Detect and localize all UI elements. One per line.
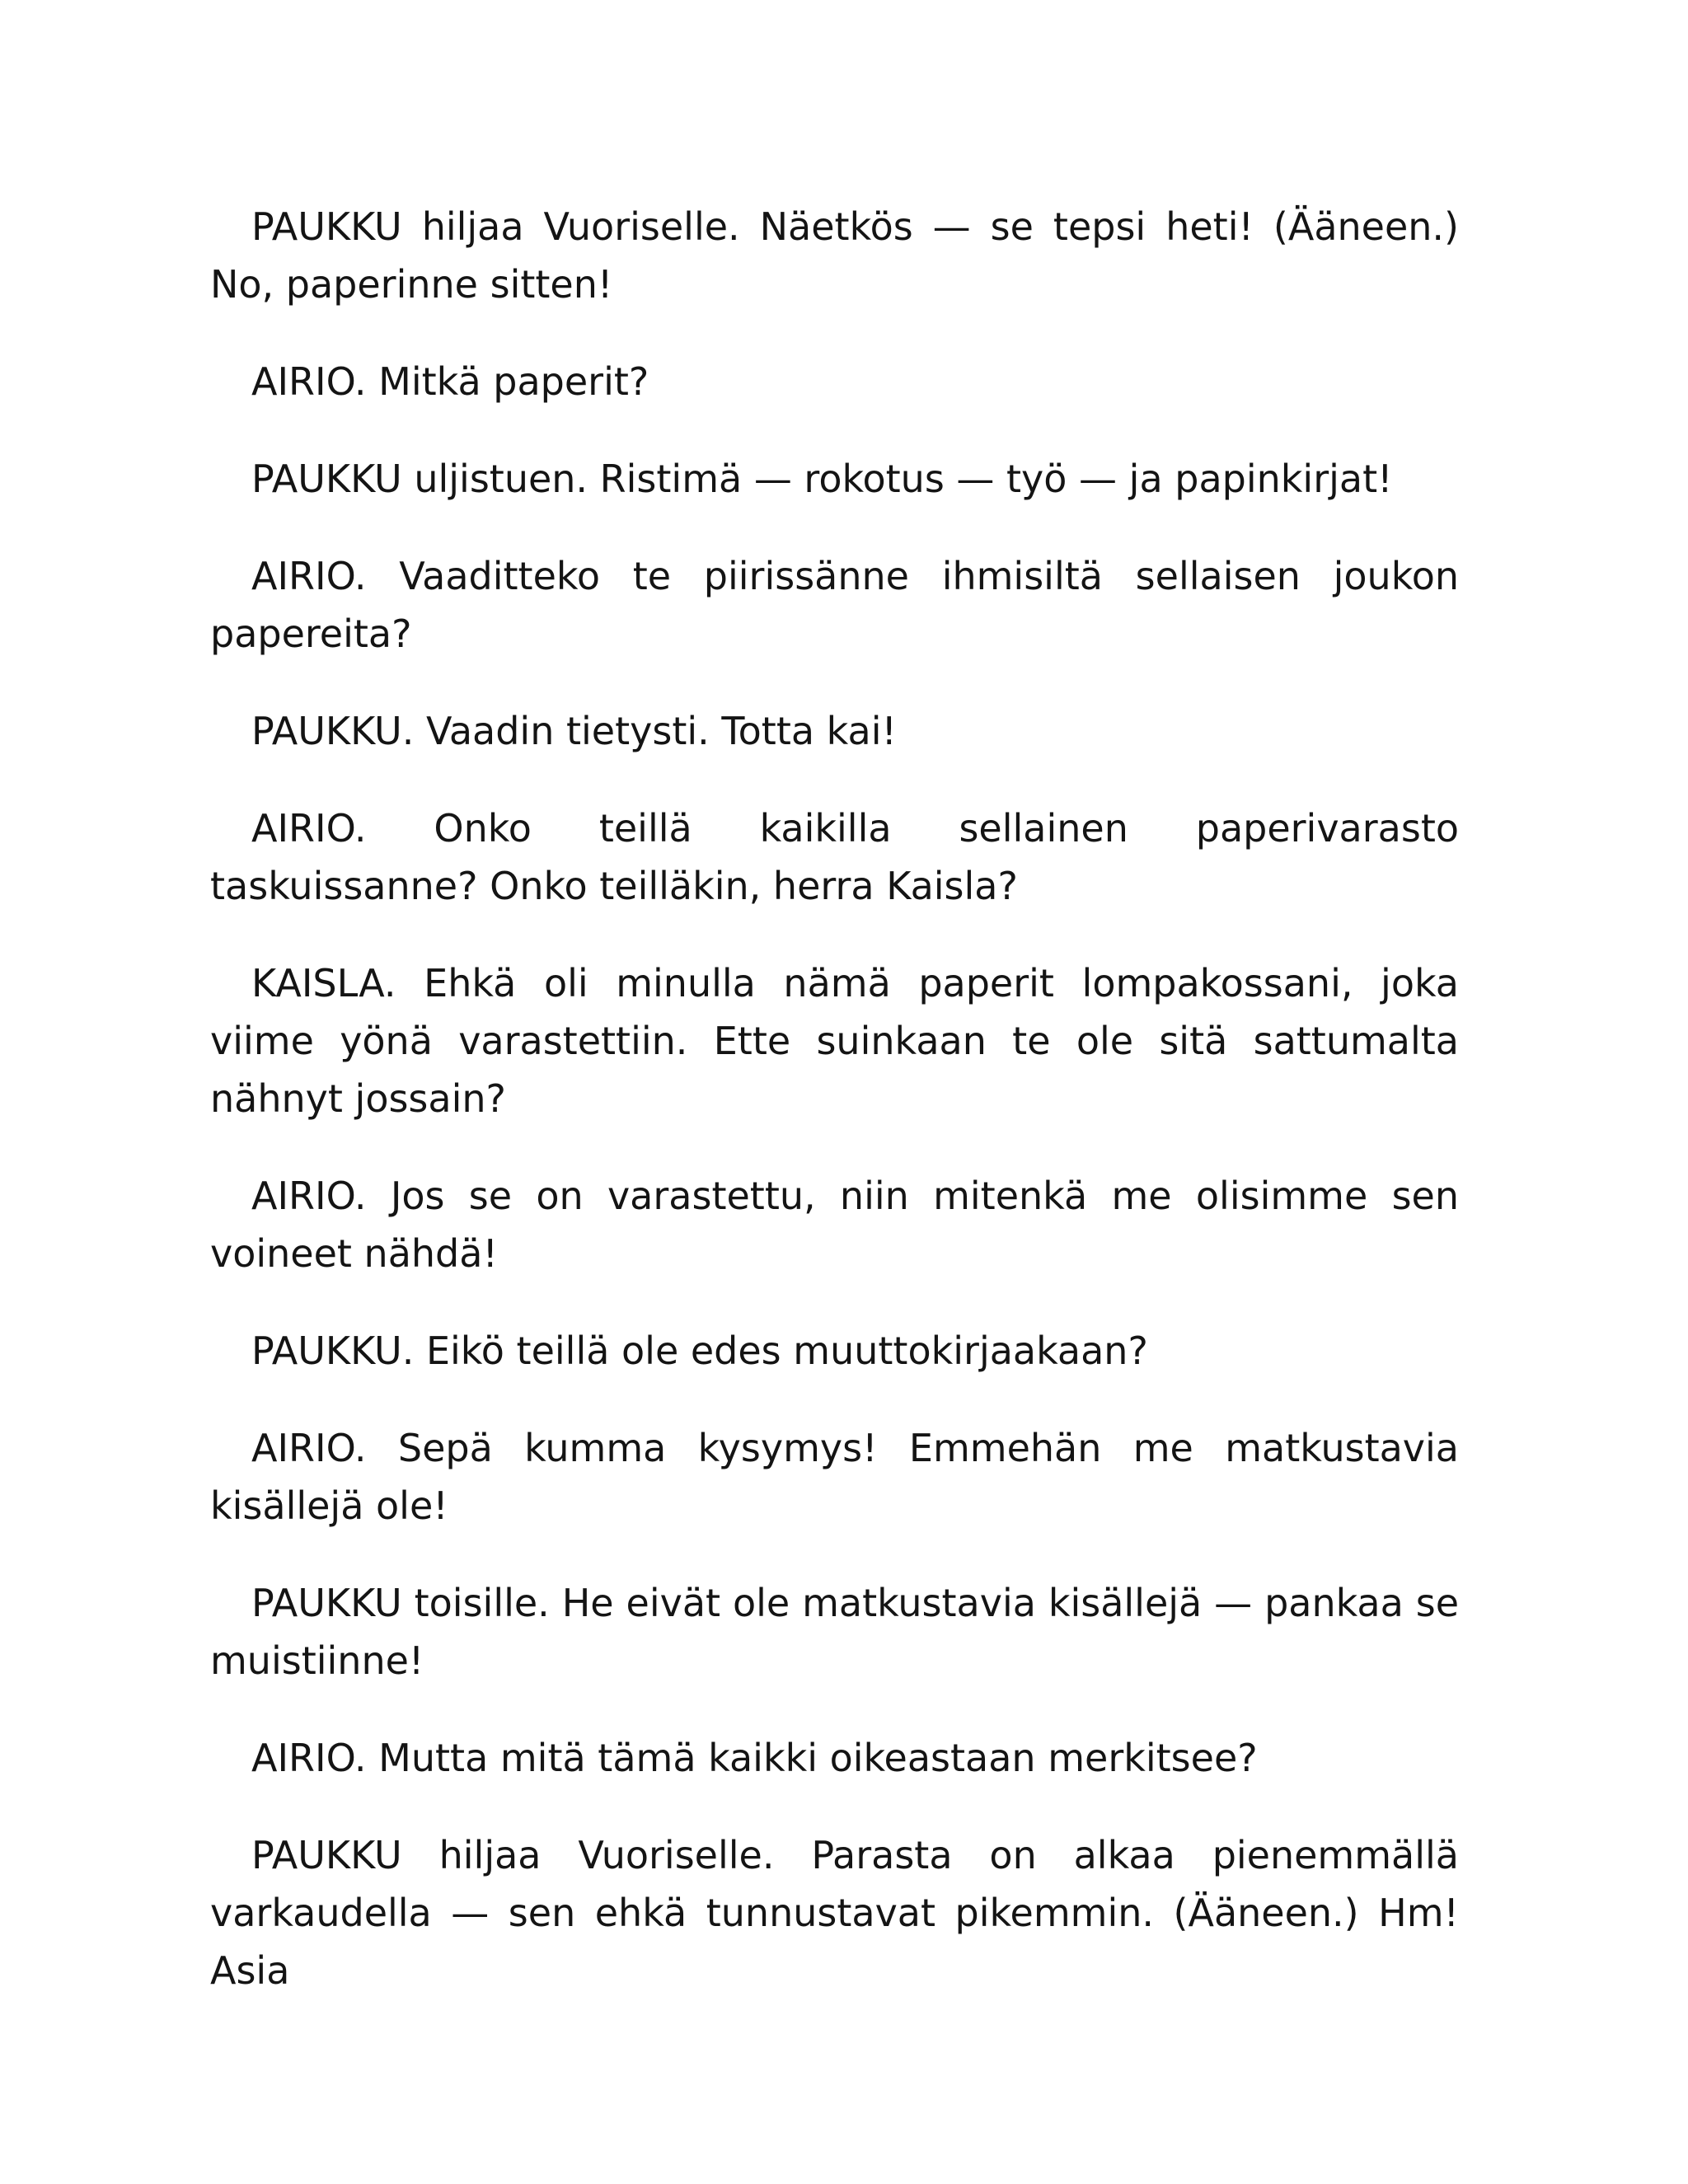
paragraph: PAUKKU. Eikö teillä ole edes muuttokirjaakaan?	[251, 1329, 1148, 1373]
paragraph: PAUKKU toisille. He eivät ole matkustavia kisällejä — pankaa se muistiinne!	[210, 1581, 1459, 1683]
paragraph: AIRIO. Mutta mitä tämä kaikki oikeastaan merkitsee?	[251, 1736, 1258, 1780]
paragraph: AIRIO. Onko teillä kaikilla sellainen paperivarasto taskuissanne? Onko teilläkin, herra Kaisla?	[210, 806, 1459, 908]
paragraph: AIRIO. Sepä kumma kysymys! Emmehän me matkustavia kisällejä ole!	[210, 1426, 1459, 1528]
paragraph: PAUKKU. Vaadin tietysti. Totta kai!	[251, 709, 897, 753]
paragraph: AIRIO. Mitkä paperit?	[251, 359, 649, 404]
paragraph: PAUKKU hiljaa Vuoriselle. Näetkös — se tepsi heti! (Ääneen.) No, paperinne sitten!	[210, 204, 1459, 307]
paragraph: KAISLA. Ehkä oli minulla nämä paperit lompakossani, joka viime yönä varastettiin. Ette suinkaan te ole sitä sattumalta nähnyt jossain?	[210, 961, 1459, 1121]
paragraph: PAUKKU uljistuen. Ristimä — rokotus — työ — ja papinkirjat!	[251, 457, 1393, 501]
paragraph: PAUKKU hiljaa Vuoriselle. Parasta on alkaa pienemmällä varkaudella — sen ehkä tunnustavat pikemmin. (Ääneen.) Hm! Asia	[210, 1833, 1459, 1993]
paragraph: AIRIO. Vaaditteko te piirissänne ihmisiltä sellaisen joukon papereita?	[210, 554, 1459, 656]
document-page	[210, 198, 1459, 1999]
paragraph: AIRIO. Jos se on varastettu, niin mitenkä me olisimme sen voineet nähdä!	[210, 1174, 1459, 1276]
